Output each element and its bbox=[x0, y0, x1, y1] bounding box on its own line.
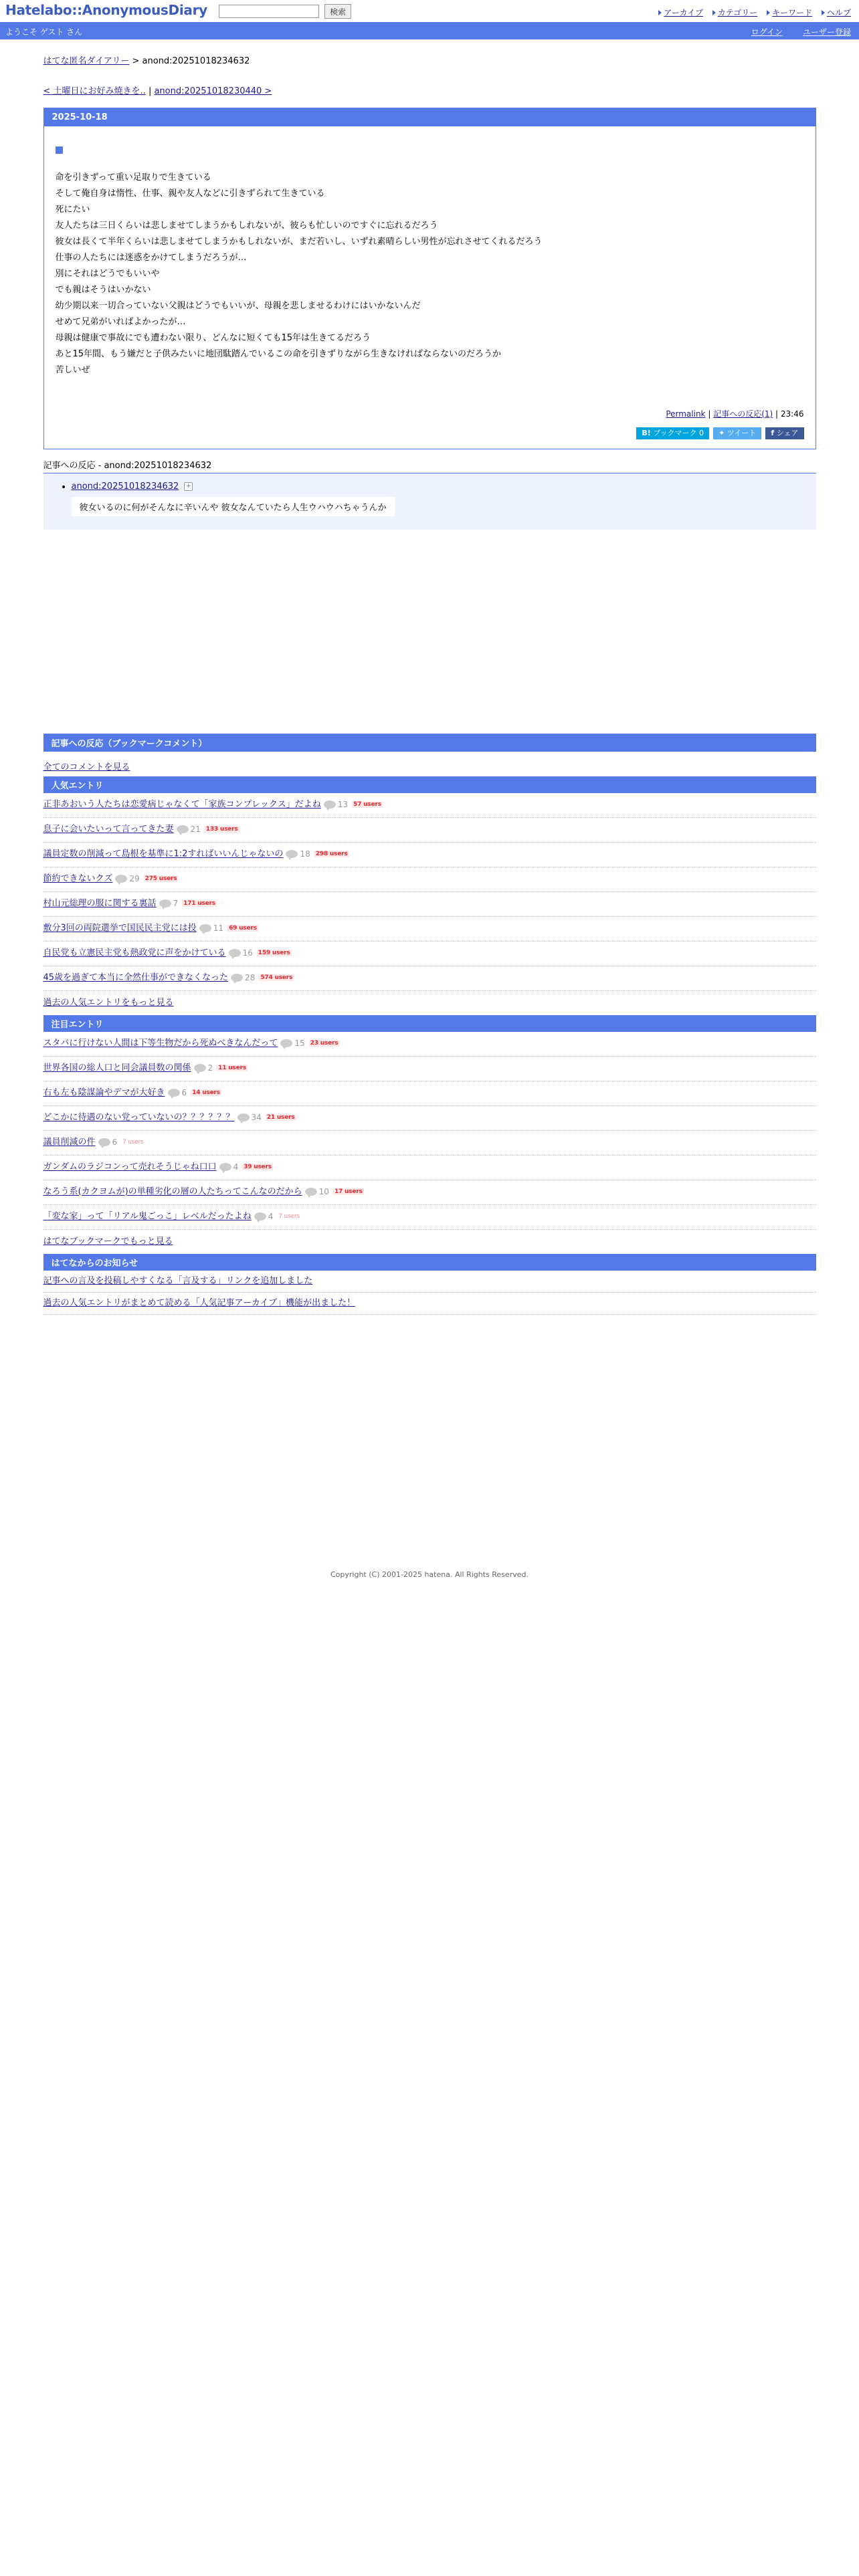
entry-row bbox=[43, 867, 816, 892]
comment-bubble-icon bbox=[254, 1212, 266, 1220]
bookmark-users-badge[interactable]: 17 users bbox=[334, 1188, 363, 1195]
permalink[interactable]: Permalink bbox=[666, 409, 706, 419]
entry-line: そして俺自身は惰性、仕事、親や友人などに引きずられて生きている bbox=[55, 189, 325, 199]
facebook-icon: f bbox=[771, 429, 775, 437]
reaction-excerpt: 彼女いるのに何がそんなに辛いんや 彼女なんていたら人生ウハウハちゃうんか bbox=[72, 497, 395, 516]
comment-bubble-icon bbox=[159, 899, 171, 907]
comment-bubble-icon bbox=[168, 1089, 180, 1097]
entry-row bbox=[43, 1180, 816, 1205]
bookmark-section bbox=[43, 734, 816, 1315]
footer-separator: | bbox=[775, 409, 779, 419]
entry-row bbox=[43, 1205, 816, 1230]
hatena-info-heading: はてなからのお知らせ bbox=[43, 1254, 816, 1271]
bookmark-comments-heading: 記事への反応（ブックマークコメント） bbox=[43, 734, 816, 752]
welcome-text: ようこそ ゲスト さん bbox=[5, 27, 83, 37]
comment-bubble-icon bbox=[237, 1113, 250, 1121]
comment-count[interactable]: 16 bbox=[242, 948, 253, 958]
entry-row bbox=[43, 1081, 816, 1106]
comment-bubble-icon bbox=[305, 1188, 317, 1196]
prev-entry-link[interactable]: < 土曜日にお好み焼きを.. bbox=[43, 86, 146, 96]
entry-row bbox=[43, 942, 816, 966]
entry-line: でも親はそうはいかない bbox=[55, 285, 151, 295]
reactions-link[interactable]: 記事への反応(1) bbox=[713, 409, 773, 419]
entry-title-link[interactable]: 世界各国の総人口と同会議員数の関係 bbox=[43, 1063, 191, 1073]
breadcrumb-current: anond:20251018234632 bbox=[142, 56, 250, 66]
info-item-link[interactable]: 記事への言及を投稿しやすくなる「言及する」リンクを追加しました bbox=[43, 1276, 313, 1286]
entry-row bbox=[43, 917, 816, 942]
comment-count[interactable]: 13 bbox=[337, 800, 349, 809]
entry-time: 23:46 bbox=[780, 409, 804, 419]
entry-title-link[interactable]: 議員定数の削減って島根を基準に1:2すればいいんじゃないの bbox=[43, 849, 284, 859]
breadcrumb-separator: > bbox=[132, 56, 140, 66]
hatena-bookmark-button[interactable] bbox=[636, 427, 709, 439]
bookmark-users-badge[interactable]: 133 users bbox=[205, 826, 238, 833]
bookmark-users-badge[interactable]: 275 users bbox=[145, 875, 177, 882]
reaction-item bbox=[72, 481, 816, 516]
site-header bbox=[0, 0, 859, 22]
entry-square-link[interactable] bbox=[56, 146, 63, 154]
twitter-icon: ✦ bbox=[719, 429, 725, 437]
search-form bbox=[219, 4, 351, 19]
popular-entries-list bbox=[43, 793, 816, 991]
comment-bubble-icon bbox=[324, 800, 336, 809]
share-buttons bbox=[56, 427, 804, 442]
login-link[interactable]: ログイン bbox=[751, 27, 783, 37]
entry-line: 母親は健康で事故にでも遭わない限り、どんなに短くても15年は生きてるだろう bbox=[55, 333, 371, 343]
bookmark-users-badge[interactable]: 69 users bbox=[229, 925, 257, 932]
bookmark-users-badge[interactable]: 159 users bbox=[258, 950, 290, 956]
search-input[interactable] bbox=[219, 5, 319, 18]
comment-count[interactable]: 15 bbox=[294, 1039, 305, 1048]
bookmark-users-badge[interactable]: 39 users bbox=[244, 1164, 272, 1170]
bookmark-users-badge[interactable]: 11 users bbox=[218, 1065, 246, 1071]
comment-bubble-icon bbox=[194, 1064, 206, 1072]
entry-line: 仕事の人たちには迷惑をかけてしまうだろうが… bbox=[55, 253, 247, 263]
comment-count[interactable]: 18 bbox=[300, 849, 310, 859]
all-comments-link[interactable]: 全てのコメントを見る bbox=[43, 762, 130, 772]
bookmark-label: ブックマーク 0 bbox=[653, 429, 704, 437]
entry-line: 死にたい bbox=[55, 205, 90, 215]
comment-count[interactable]: 6 bbox=[112, 1138, 118, 1147]
comment-bubble-icon bbox=[286, 850, 298, 858]
bookmark-users-badge[interactable]: 14 users bbox=[192, 1089, 220, 1096]
entry-line: あと15年間、もう嫌だと子供みたいに地団駄踏んでいるこの命を引きずりながら生きなければならないのだろうか bbox=[55, 349, 502, 359]
entry-line: せめて兄弟がいればよかったが… bbox=[55, 317, 186, 327]
comment-count[interactable]: 21 bbox=[190, 825, 201, 834]
comment-bubble-icon bbox=[280, 1039, 292, 1047]
more-bookmark-link[interactable]: はてなブックマークでもっと見る bbox=[43, 1237, 173, 1247]
comment-count[interactable]: 28 bbox=[245, 973, 256, 982]
entry-title-link[interactable]: 「変な家」って「リアル鬼ごっこ」レベルだったよね bbox=[43, 1211, 252, 1222]
entry-title-link[interactable]: なろう系(カクヨムが)の単種劣化の層の人たちってこんなのだから bbox=[43, 1186, 302, 1197]
entry-title-link[interactable]: スタバに行けない人間は下等生物だから死ぬべきなんだって bbox=[43, 1038, 278, 1049]
entry-row bbox=[43, 793, 816, 818]
entry-title-link[interactable]: 節約できないクズ bbox=[43, 873, 113, 884]
hatena-b-icon: B! bbox=[642, 429, 651, 437]
main-content bbox=[43, 53, 816, 1315]
entry-row bbox=[43, 1156, 816, 1180]
bookmark-users-badge[interactable]: 21 users bbox=[266, 1114, 295, 1121]
entry-title-link[interactable]: 議員削減の件 bbox=[43, 1137, 96, 1148]
entry-line: 別にそれはどうでもいいや bbox=[55, 269, 160, 279]
hatena-info-section bbox=[43, 1254, 816, 1315]
welcome-bar bbox=[0, 22, 859, 39]
comment-count[interactable]: 11 bbox=[213, 924, 224, 933]
day-date: 2025-10-18 bbox=[44, 108, 816, 126]
bookmark-users-badge[interactable]: 574 users bbox=[260, 974, 293, 981]
entry-body bbox=[44, 126, 816, 449]
notable-entries-list bbox=[43, 1032, 816, 1230]
comment-count[interactable]: 6 bbox=[181, 1088, 187, 1097]
more-popular-link[interactable]: 過去の人気エントリをもっと見る bbox=[43, 998, 174, 1008]
notable-entries-heading: 注目エントリ bbox=[43, 1015, 816, 1032]
bookmark-users-badge[interactable]: 23 users bbox=[310, 1040, 339, 1047]
entry-row bbox=[43, 892, 816, 917]
tweet-button[interactable] bbox=[713, 427, 761, 439]
entry-title-link[interactable]: 自民党も立憲民主党も熱政党に声をかけている bbox=[43, 948, 226, 958]
comment-count[interactable]: 4 bbox=[268, 1212, 274, 1221]
breadcrumb bbox=[43, 53, 816, 66]
entry-text bbox=[56, 170, 804, 379]
info-item-link[interactable]: 過去の人気エントリがまとめて読める「人気記事アーカイブ」機能が出ました！ bbox=[43, 1298, 356, 1308]
register-link[interactable]: ユーザー登録 bbox=[802, 27, 851, 37]
entry-line: 彼女は長くて半年くらいは悲しませてしまうかもしれないが、まだ若いし、いずれ素晴らしい男性が忘れさせてくれるだろう bbox=[55, 237, 543, 247]
entry-row bbox=[43, 818, 816, 843]
entry-title-link[interactable]: 敷分3回の両院選挙で国民民主党には投 bbox=[43, 923, 197, 934]
reactions-heading: 記事への反応 - anond:20251018234632 bbox=[43, 461, 212, 471]
comment-count[interactable]: 29 bbox=[129, 874, 140, 883]
bookmark-users-badge[interactable]: 7 users bbox=[122, 1139, 144, 1146]
entry-footer bbox=[56, 408, 804, 419]
share-label: シェア bbox=[776, 429, 799, 437]
site-logo[interactable]: Hatelabo::AnonymousDiary bbox=[5, 2, 207, 18]
entry-row bbox=[43, 843, 816, 867]
global-nav bbox=[652, 7, 851, 18]
bookmark-users-badge[interactable]: 171 users bbox=[183, 900, 215, 907]
entry-line: 命を引きずって重い足取りで生きている bbox=[55, 173, 211, 183]
entry-title-link[interactable]: 正非あおいう人たちは恋愛病じゃなくて「家族コンプレックス」だよね bbox=[43, 799, 321, 810]
entry-row bbox=[43, 1131, 816, 1156]
reactions-list bbox=[43, 473, 816, 530]
diary-day bbox=[43, 108, 816, 449]
comment-count[interactable]: 4 bbox=[233, 1162, 239, 1172]
comment-bubble-icon bbox=[177, 825, 189, 833]
popular-entries-heading: 人気エントリ bbox=[43, 776, 816, 793]
entry-line: 友人たちは三日くらいは悲しませてしまうかもしれないが、彼らも忙しいのですぐに忘れるだろう bbox=[55, 221, 438, 231]
breadcrumb-home[interactable]: はてな匿名ダイアリー bbox=[43, 56, 130, 66]
comment-count[interactable]: 10 bbox=[318, 1187, 329, 1196]
welcome-links bbox=[734, 26, 851, 37]
search-button[interactable]: 検索 bbox=[324, 4, 351, 19]
pager bbox=[43, 84, 816, 96]
comment-bubble-icon bbox=[115, 875, 127, 883]
entry-row bbox=[43, 1057, 816, 1081]
comment-count[interactable]: 34 bbox=[251, 1113, 262, 1122]
entry-row bbox=[43, 1032, 816, 1057]
entry-title-link[interactable]: 右も左も陰謀論やデマが大好き bbox=[43, 1087, 165, 1098]
entry-row bbox=[43, 966, 816, 991]
entry-title-link[interactable]: 息子に会いたいって言ってきた妻 bbox=[43, 824, 174, 835]
facebook-share-button[interactable] bbox=[765, 427, 803, 439]
tweet-label: ツイート bbox=[727, 429, 757, 437]
pager-separator: | bbox=[148, 86, 152, 96]
comment-bubble-icon bbox=[98, 1138, 110, 1146]
entry-title-link[interactable]: ガンダムのラジコンって売れそうじゃね口口 bbox=[43, 1162, 217, 1172]
bookmark-users-badge[interactable]: 298 users bbox=[315, 851, 348, 857]
entry-row bbox=[43, 1106, 816, 1131]
comment-bubble-icon bbox=[219, 1163, 231, 1171]
nav-help[interactable]: ヘルプ bbox=[822, 8, 851, 17]
comment-count[interactable]: 2 bbox=[207, 1063, 213, 1073]
comment-bubble-icon bbox=[231, 974, 243, 982]
entry-line: 幼少期以来一切合っていない父親はどうでもいいが、母親を悲しませるわけにはいかないんだ bbox=[55, 301, 421, 311]
nav-keyword[interactable]: キーワード bbox=[767, 8, 812, 17]
entry-title-link[interactable]: 45歳を過ぎて本当に全然仕事ができなくなった bbox=[43, 972, 229, 983]
next-entry-link[interactable]: anond:20251018230440 > bbox=[154, 86, 272, 96]
bookmark-users-badge[interactable]: 7 users bbox=[278, 1213, 300, 1220]
copyright: Copyright (C) 2001-2025 hatena. All Rights Reserved. bbox=[330, 1570, 529, 1579]
entry-title-link[interactable]: どこかに待遇のない党っていないの？？？？？？ bbox=[43, 1112, 235, 1123]
entry-line: 苦しいぜ bbox=[55, 365, 90, 375]
nav-archive[interactable]: アーカイブ bbox=[658, 8, 703, 17]
footer-separator: | bbox=[708, 409, 711, 419]
nav-category[interactable]: カテゴリー bbox=[712, 8, 758, 17]
comment-bubble-icon bbox=[199, 924, 211, 932]
reaction-link[interactable]: anond:20251018234632 bbox=[71, 481, 179, 492]
info-icon[interactable]: + bbox=[184, 482, 193, 491]
comment-count[interactable]: 7 bbox=[173, 899, 179, 908]
bookmark-users-badge[interactable]: 57 users bbox=[353, 801, 381, 808]
entry-title-link[interactable]: 村山元総理の服に関する裏話 bbox=[43, 898, 157, 909]
comment-bubble-icon bbox=[229, 949, 241, 957]
